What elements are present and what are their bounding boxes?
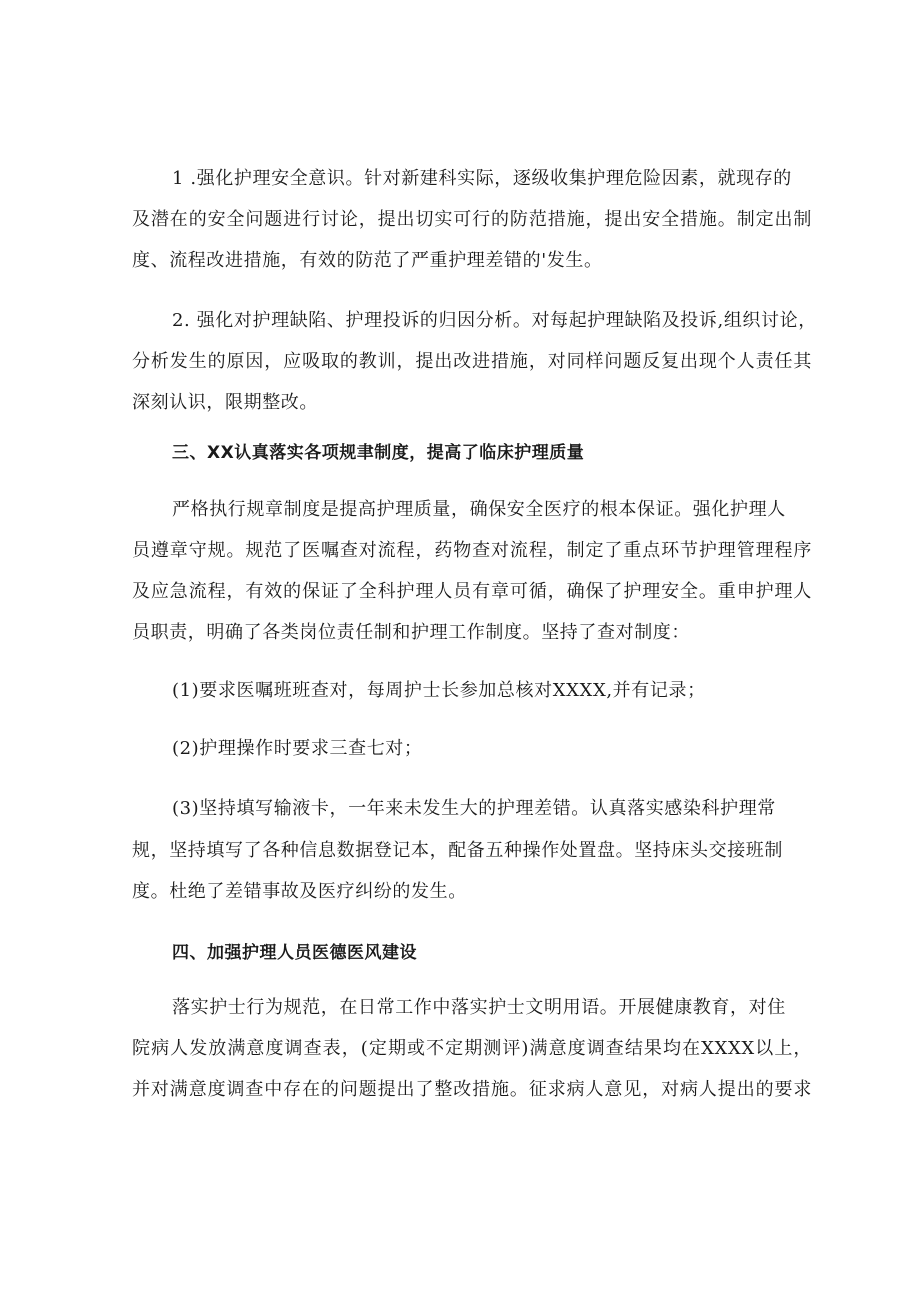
list-item-3-line-3: 度。杜绝了差错事故及医疗纠纷的发生。 <box>132 881 467 902</box>
paragraph-2-line-1: 2. 强化对护理缺陷、护理投诉的归因分析。对每起护理缺陷及投诉,组织讨论， <box>172 310 817 331</box>
paragraph-1-line-3: 度、流程改进措施，有效的防范了严重护理差错的'发生。 <box>132 250 603 271</box>
paragraph-3-line-2: 员遵章守规。规范了医嘱查对流程，药物查对流程，制定了重点环节护理管理程序 <box>132 540 812 561</box>
list-item-2: (2)护理操作时要求三查七对； <box>172 738 423 759</box>
list-item-3-line-1: (3)坚持填写输液卡，一年来未发生大的护理差错。认真落实感染科护理常 <box>172 798 776 819</box>
paragraph-2-line-3: 深刻认识，限期整改。 <box>132 392 318 413</box>
list-item-3-line-2: 规，坚持填写了各种信息数据登记本，配备五种操作处置盘。坚持床头交接班制 <box>132 840 783 861</box>
paragraph-3-line-4: 员职责，明确了各类岗位责任制和护理工作制度。坚持了查对制度： <box>132 622 690 643</box>
paragraph-4-line-3: 并对满意度调查中存在的问题提出了整改措施。征求病人意见，对病人提出的要求 <box>132 1079 812 1100</box>
paragraph-4-line-2: 院病人发放满意度调查表，(定期或不定期测评)满意度调查结果均在XXXX以上， <box>132 1038 812 1059</box>
section-heading-3: 三、XX认真落实各项规聿制度，提高了临床护理质量 <box>172 443 585 463</box>
section-heading-4: 四、加强护理人员医德医风建设 <box>172 943 417 963</box>
paragraph-1-line-1: 1 .强化护理安全意识。针对新建科实际，逐级收集护理危险因素，就现存的 <box>172 168 792 189</box>
paragraph-3-line-3: 及应急流程，有效的保证了全科护理人员有章可循，确保了护理安全。重申护理人 <box>132 581 812 602</box>
paragraph-1-line-2: 及潜在的安全问题进行讨论，提出切实可行的防范措施，提出安全措施。制定出制 <box>132 209 812 230</box>
paragraph-2-line-2: 分析发生的原因，应吸取的教训，提出改进措施，对同样问题反复出现个人责任其 <box>132 351 812 372</box>
list-item-1: (1)要求医嘱班班查对，每周护士长参加总核对XXXX,并有记录； <box>172 680 706 701</box>
paragraph-3-line-1: 严格执行规章制度是提高护理质量，确保安全医疗的根本保证。强化护理人 <box>172 499 786 520</box>
paragraph-4-line-1: 落实护士行为规范，在日常工作中落实护士文明用语。开展健康教育，对住 <box>172 997 786 1018</box>
